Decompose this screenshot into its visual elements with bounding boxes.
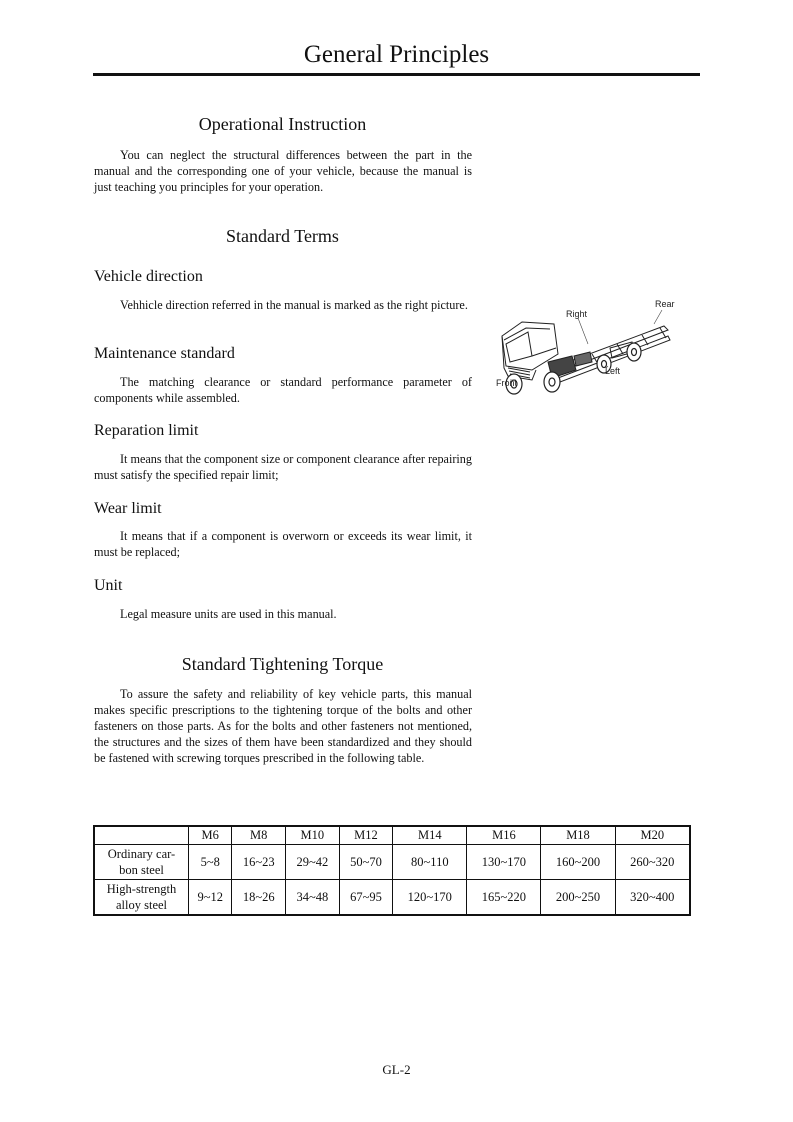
- unit-body: Legal measure units are used in this manual.: [120, 607, 337, 621]
- torque-table: [93, 825, 691, 916]
- table-row: [94, 845, 690, 880]
- operational-body: You can neglect the structural differences between the part in the manual and the corresponding one of your vehicle, because the manual is just teaching you principles for your operation.: [94, 148, 472, 194]
- table-cell: 67~95: [339, 880, 393, 916]
- vehicle-direction-heading: Vehicle direction: [94, 268, 203, 285]
- table-cell: 165~220: [467, 880, 541, 916]
- column-header: M14: [393, 826, 467, 845]
- page-header: [93, 38, 700, 72]
- row-label-line: High-strength: [106, 882, 177, 896]
- row-label-line: Ordinary car-: [107, 847, 176, 861]
- table-cell: 120~170: [393, 880, 467, 916]
- vehicle-direction-body: Vehhicle direction referred in the manual is marked as the right picture.: [120, 298, 468, 312]
- column-header: M16: [467, 826, 541, 845]
- table-cell: 9~12: [189, 880, 232, 916]
- wear-limit-body: It means that if a component is overworn or exceeds its wear limit, it must be replaced;: [94, 529, 472, 559]
- table-cell: 80~110: [393, 845, 467, 880]
- unit-heading: Unit: [94, 577, 123, 594]
- column-header: M12: [339, 826, 393, 845]
- figure-label-rear: Rear: [655, 299, 675, 309]
- torque-body: To assure the safety and reliability of key vehicle parts, this manual makes specific prescriptions to the tightening torque of the bolts and other fasteners on those parts. As for the bolts and other fasteners not mentioned, the structures and the sizes of them have been standardized and they should be fastened with screwing torques prescribed in the following table.: [94, 687, 472, 765]
- figure-label-left: Left: [605, 366, 621, 376]
- row-label-line: alloy steel: [115, 898, 168, 912]
- maintenance-standard-body: The matching clearance or standard performance parameter of components while assembled.: [94, 375, 472, 405]
- figure-label-front: Front: [496, 378, 518, 388]
- figure-label-right: Right: [566, 309, 588, 319]
- table-cell: 50~70: [339, 845, 393, 880]
- standard-terms-heading: Standard Terms: [226, 226, 339, 246]
- column-header: M6: [189, 826, 232, 845]
- table-cell: 16~23: [232, 845, 286, 880]
- header-rule: [93, 73, 700, 76]
- page-number: GL-2: [382, 1062, 411, 1077]
- page-title: General Principles: [303, 41, 490, 68]
- column-header: M18: [541, 826, 615, 845]
- vehicle-direction-figure: [492, 296, 682, 406]
- row-label: [94, 880, 189, 916]
- wear-limit-heading: Wear limit: [94, 500, 162, 517]
- table-cell: 18~26: [232, 880, 286, 916]
- row-label: [94, 845, 189, 880]
- table-cell: 29~42: [286, 845, 340, 880]
- row-label-line: bon steel: [119, 863, 164, 877]
- table-row: [94, 880, 690, 916]
- operational-heading: Operational Instruction: [198, 114, 367, 134]
- table-cell: 320~400: [615, 880, 690, 916]
- maintenance-standard-heading: Maintenance standard: [94, 345, 235, 362]
- table-corner-cell: [94, 826, 189, 845]
- column-header: M20: [615, 826, 690, 845]
- table-header-row: [94, 826, 690, 845]
- column-header: M10: [286, 826, 340, 845]
- table-cell: 5~8: [189, 845, 232, 880]
- reparation-limit-body: It means that the component size or component clearance after repairing must satisfy the specified repair limit;: [94, 452, 472, 482]
- table-cell: 130~170: [467, 845, 541, 880]
- table-cell: 260~320: [615, 845, 690, 880]
- table-cell: 34~48: [286, 880, 340, 916]
- table-cell: 200~250: [541, 880, 615, 916]
- table-cell: 160~200: [541, 845, 615, 880]
- reparation-limit-heading: Reparation limit: [94, 422, 199, 439]
- torque-heading: Standard Tightening Torque: [181, 654, 384, 674]
- column-header: M8: [232, 826, 286, 845]
